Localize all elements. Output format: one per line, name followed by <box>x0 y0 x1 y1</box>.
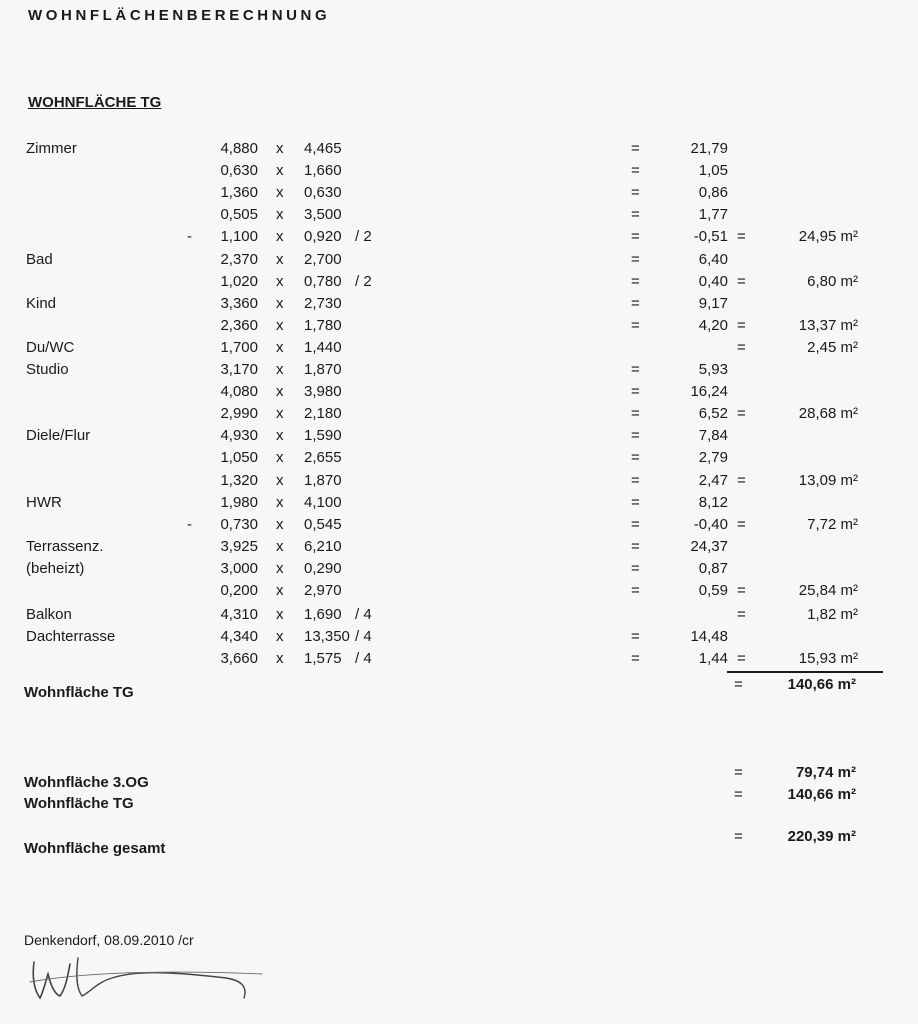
partial-area: 4,20 <box>698 316 728 334</box>
dimension-b: 13,350 <box>304 628 350 646</box>
dimension-a: 4,880 <box>220 140 258 157</box>
times-sign: x <box>276 628 284 646</box>
dimension-b: 2,970 <box>304 582 342 599</box>
equals-sign: = <box>631 361 640 378</box>
partial-area: 1,44 <box>698 650 728 668</box>
partial-area: 1,05 <box>698 162 728 180</box>
room-name: Du/WC <box>26 338 75 356</box>
place-date: Denkendorf, 08.09.2010 /cr <box>24 932 194 948</box>
times-sign: x <box>276 228 284 246</box>
room-total: 13,09 m² <box>798 471 858 489</box>
partial-area: -0,40 <box>693 515 728 533</box>
partial-area: 1,77 <box>698 206 728 224</box>
total-equals-sign: = <box>737 338 746 356</box>
dimension-a: 3,660 <box>220 650 258 668</box>
total-equals-sign: = <box>737 405 746 423</box>
dimension-b: 0,290 <box>304 559 342 577</box>
dimension-a: 0,630 <box>220 162 258 180</box>
equals-sign: = <box>631 250 640 268</box>
dimension-a: 2,990 <box>220 405 258 423</box>
equals-sign: = <box>631 471 640 489</box>
dimension-b: 1,870 <box>304 471 342 489</box>
dimension-b: 6,210 <box>304 537 342 555</box>
partial-area: 2,79 <box>698 449 728 467</box>
equals-sign: = <box>631 294 640 312</box>
summary-label-tg: Wohnfläche TG <box>24 795 134 812</box>
subtotal-value: 140,66 m² <box>787 676 856 693</box>
times-sign: x <box>276 537 284 555</box>
times-sign: x <box>276 162 284 180</box>
times-sign: x <box>276 606 284 624</box>
room-total: 25,84 m² <box>798 582 858 599</box>
times-sign: x <box>276 272 284 290</box>
equals-sign: = <box>631 650 640 668</box>
room-name: Bad <box>26 250 53 268</box>
total-equals-sign: = <box>737 650 746 668</box>
times-sign: x <box>276 493 284 511</box>
summary-equals-tg: = <box>734 786 743 803</box>
room-total: 13,37 m² <box>798 316 858 334</box>
partial-area: 16,24 <box>690 383 728 401</box>
equals-sign: = <box>631 316 640 334</box>
times-sign: x <box>276 338 284 356</box>
room-total: 7,72 m² <box>807 515 858 533</box>
minus-sign: - <box>187 515 192 533</box>
times-sign: x <box>276 559 284 577</box>
times-sign: x <box>276 294 284 312</box>
grand-total-value: 220,39 m² <box>787 828 856 845</box>
dimension-b: 2,700 <box>304 250 342 268</box>
document-title: WOHNFLÄCHENBERECHNUNG <box>28 7 331 24</box>
dimension-b: 1,440 <box>304 338 342 356</box>
section-title: WOHNFLÄCHE TG <box>28 94 162 111</box>
dimension-a: 3,000 <box>220 559 258 577</box>
signature-image <box>26 952 266 1012</box>
room-name: (beheizt) <box>26 559 85 577</box>
partial-area: 7,84 <box>698 427 728 445</box>
room-name: Dachterrasse <box>26 628 116 646</box>
times-sign: x <box>276 471 284 489</box>
dimension-a: 4,930 <box>220 427 258 445</box>
dimension-a: 2,370 <box>220 250 258 268</box>
partial-area: 9,17 <box>698 294 728 312</box>
times-sign: x <box>276 582 284 599</box>
dimension-b: 0,630 <box>304 184 342 202</box>
sum-rule <box>727 671 883 673</box>
dimension-b: 1,690 <box>304 606 342 624</box>
partial-area: 0,87 <box>698 559 728 577</box>
times-sign: x <box>276 140 284 157</box>
dimension-a: 1,320 <box>220 471 258 489</box>
dimension-a: 2,360 <box>220 316 258 334</box>
dimension-a: 4,340 <box>220 628 258 646</box>
total-equals-sign: = <box>737 515 746 533</box>
summary-value-tg: 140,66 m² <box>787 786 856 803</box>
summary-label-3og: Wohnfläche 3.OG <box>24 774 149 791</box>
equals-sign: = <box>631 228 640 246</box>
partial-area: 0,40 <box>698 272 728 290</box>
divisor: / 4 <box>355 628 372 646</box>
room-total: 15,93 m² <box>798 650 858 668</box>
times-sign: x <box>276 427 284 445</box>
dimension-b: 0,780 <box>304 272 342 290</box>
equals-sign: = <box>631 383 640 401</box>
partial-area: 0,59 <box>698 582 728 599</box>
partial-area: 14,48 <box>690 628 728 646</box>
room-total: 1,82 m² <box>807 606 858 624</box>
summary-equals-3og: = <box>734 764 743 781</box>
dimension-b: 3,500 <box>304 206 342 224</box>
times-sign: x <box>276 515 284 533</box>
dimension-a: 0,730 <box>220 515 258 533</box>
room-name: Balkon <box>26 606 72 624</box>
summary-value-3og: 79,74 m² <box>795 764 856 781</box>
dimension-a: 1,360 <box>220 184 258 202</box>
dimension-b: 2,730 <box>304 294 342 312</box>
equals-sign: = <box>631 493 640 511</box>
dimension-a: 0,200 <box>220 582 258 599</box>
equals-sign: = <box>631 582 640 599</box>
dimension-b: 2,655 <box>304 449 342 467</box>
room-name: Terrassenz. <box>26 537 104 555</box>
total-equals-sign: = <box>737 316 746 334</box>
room-total: 2,45 m² <box>807 338 858 356</box>
room-total: 28,68 m² <box>798 405 858 423</box>
divisor: / 2 <box>355 272 372 290</box>
equals-sign: = <box>631 537 640 555</box>
equals-sign: = <box>631 206 640 224</box>
times-sign: x <box>276 250 284 268</box>
dimension-b: 3,980 <box>304 383 342 401</box>
dimension-a: 1,020 <box>220 272 258 290</box>
equals-sign: = <box>631 427 640 445</box>
times-sign: x <box>276 316 284 334</box>
room-total: 6,80 m² <box>807 272 858 290</box>
total-equals-sign: = <box>737 228 746 246</box>
partial-area: 0,86 <box>698 184 728 202</box>
dimension-b: 1,590 <box>304 427 342 445</box>
partial-area: 5,93 <box>698 361 728 378</box>
subtotal-label: Wohnfläche TG <box>24 684 134 701</box>
total-equals-sign: = <box>737 272 746 290</box>
room-total: 24,95 m² <box>798 228 858 246</box>
equals-sign: = <box>631 515 640 533</box>
partial-area: 2,47 <box>698 471 728 489</box>
dimension-a: 1,980 <box>220 493 258 511</box>
grand-total-label: Wohnfläche gesamt <box>24 840 166 857</box>
equals-sign: = <box>631 162 640 180</box>
times-sign: x <box>276 650 284 668</box>
times-sign: x <box>276 361 284 378</box>
dimension-a: 1,700 <box>220 338 258 356</box>
dimension-b: 1,780 <box>304 316 342 334</box>
dimension-a: 3,170 <box>220 361 258 378</box>
dimension-b: 2,180 <box>304 405 342 423</box>
partial-area: 8,12 <box>698 493 728 511</box>
equals-sign: = <box>631 449 640 467</box>
dimension-b: 4,100 <box>304 493 342 511</box>
times-sign: x <box>276 449 284 467</box>
dimension-a: 1,100 <box>220 228 258 246</box>
equals-sign: = <box>631 140 640 157</box>
room-name: Diele/Flur <box>26 427 91 445</box>
room-name: Kind <box>26 294 57 312</box>
total-equals-sign: = <box>737 582 746 599</box>
divisor: / 2 <box>355 228 372 246</box>
dimension-a: 4,080 <box>220 383 258 401</box>
times-sign: x <box>276 405 284 423</box>
equals-sign: = <box>631 628 640 646</box>
dimension-b: 4,465 <box>304 140 342 157</box>
equals-sign: = <box>631 405 640 423</box>
equals-sign: = <box>631 184 640 202</box>
partial-area: 24,37 <box>690 537 728 555</box>
partial-area: -0,51 <box>693 228 728 246</box>
partial-area: 6,40 <box>698 250 728 268</box>
dimension-b: 0,920 <box>304 228 342 246</box>
times-sign: x <box>276 383 284 401</box>
partial-area: 21,79 <box>690 140 728 157</box>
room-name: HWR <box>26 493 62 511</box>
room-name: Zimmer <box>26 140 77 157</box>
dimension-a: 3,925 <box>220 537 258 555</box>
equals-sign: = <box>631 272 640 290</box>
divisor: / 4 <box>355 606 372 624</box>
dimension-a: 0,505 <box>220 206 258 224</box>
dimension-b: 0,545 <box>304 515 342 533</box>
subtotal-equals: = <box>734 676 743 693</box>
room-name: Studio <box>26 361 69 378</box>
total-equals-sign: = <box>737 471 746 489</box>
dimension-b: 1,575 <box>304 650 342 668</box>
divisor: / 4 <box>355 650 372 668</box>
dimension-a: 3,360 <box>220 294 258 312</box>
minus-sign: - <box>187 228 192 246</box>
grand-total-equals: = <box>734 828 743 845</box>
dimension-b: 1,870 <box>304 361 342 378</box>
partial-area: 6,52 <box>698 405 728 423</box>
total-equals-sign: = <box>737 606 746 624</box>
times-sign: x <box>276 184 284 202</box>
dimension-a: 4,310 <box>220 606 258 624</box>
equals-sign: = <box>631 559 640 577</box>
times-sign: x <box>276 206 284 224</box>
dimension-a: 1,050 <box>220 449 258 467</box>
dimension-b: 1,660 <box>304 162 342 180</box>
